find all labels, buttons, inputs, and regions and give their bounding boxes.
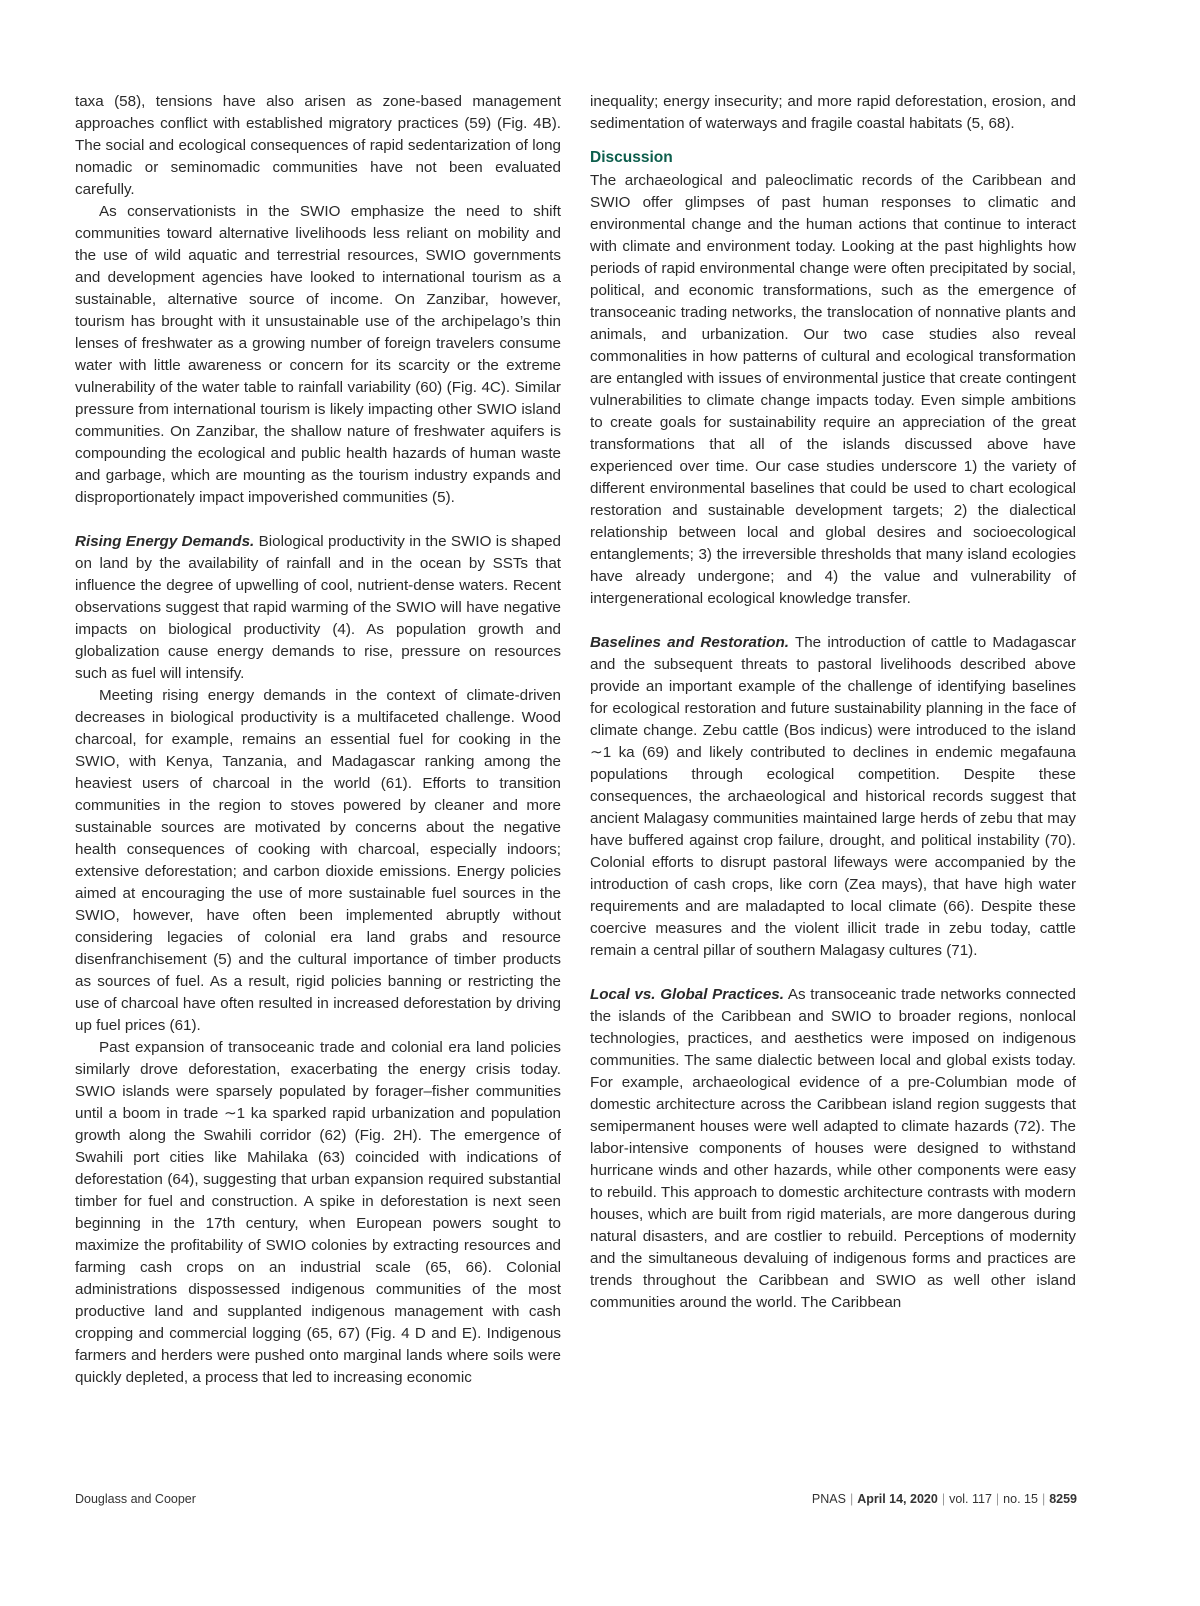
footer-issue: no. 15 — [1003, 1492, 1038, 1506]
footer-date: April 14, 2020 — [857, 1492, 938, 1506]
left-column — [75, 91, 561, 1389]
paragraph — [75, 531, 561, 685]
paragraph — [590, 984, 1076, 1314]
footer-page-number: 8259 — [1049, 1492, 1077, 1506]
subsection-heading: Rising Energy Demands. — [75, 533, 255, 550]
right-column — [590, 91, 1076, 1314]
section-heading: Discussion — [590, 149, 673, 166]
paragraph: As conservationists in the SWIO emphasize the need to shift communities toward alternative livelihoods less reliant on mobility and the use of wild aquatic and terrestrial resources, SWIO governments and development agencies have looked to international tourism as a sustainable, alternative source of income. On Zanzibar, however, tourism has brought with it unsustainable use of the archipelago’s thin lenses of freshwater as a growing number of foreign travelers consume water with little awareness or concern for its scarcity or the extreme vulnerability of the water table to rainfall variability (60) (Fig. 4C). Similar pressure from international tourism is likely impacting other SWIO island communities. On Zanzibar, the shallow nature of freshwater aquifers is compounding the ecological and public health hazards of human waste and garbage, which are mounting as the tourism industry expands and disproportionately impact impoverished communities (5). — [75, 203, 561, 506]
paragraph — [590, 632, 1076, 962]
paragraph: Past expansion of transoceanic trade and colonial era land policies similarly drove deforestation, exacerbating the energy crisis today. SWIO islands were sparsely populated by forager–fisher communities until a boom in trade ∼1 ka sparked rapid urbanization and population growth along the Swahili corridor (62) (Fig. 2H). The emergence of Swahili port cities like Mahilaka (63) coincided with indications of deforestation (64), suggesting that urban expansion required substantial timber for fuel and construction. A spike in deforestation is next seen beginning in the 17th century, when European powers sought to maximize the profitability of SWIO colonies by extracting resources and farming cash crops on an industrial scale (65, 66). Colonial administrations dispossessed indigenous communities of the most productive land and supplanted indigenous management with cash cropping and commercial logging (65, 67) (Fig. 4 D and E). Indigenous farmers and herders were pushed onto marginal lands where soils were quickly depleted, a process that led to increasing economic — [75, 1039, 561, 1386]
footer-authors: Douglass and Cooper — [75, 1492, 196, 1506]
footer-citation: PNAS | April 14, 2020 | vol. 117 | no. 15 | 8259 — [811, 1492, 1077, 1506]
footer-volume: vol. 117 — [949, 1492, 992, 1506]
subsection-heading: Local vs. Global Practices. — [590, 986, 784, 1003]
paragraph: Meeting rising energy demands in the context of climate-driven decreases in biological productivity is a multifaceted challenge. Wood charcoal, for example, remains an essential fuel for cooking in the SWIO, with Kenya, Tanzania, and Madagascar ranking among the heaviest users of charcoal in the world (61). Efforts to transition communities in the region to stoves powered by cleaner and more sustainable sources are motivated by concerns about the negative health consequences of cooking with charcoal, especially indoors; extensive deforestation; and carbon dioxide emissions. Energy policies aimed at encouraging the use of more sustainable fuel sources in the SWIO, however, have often been implemented abruptly without considering legacies of colonial era land grabs and resource disenfranchisement (5) and the cultural importance of timber products as sources of fuel. As a result, rigid policies banning or restricting the use of charcoal have often resulted in increased deforestation by driving up fuel prices (61). — [75, 687, 561, 1034]
paragraph: taxa (58), tensions have also arisen as zone-based management approaches conflict with established migratory practices (59) (Fig. 4B). The social and ecological consequences of rapid sedentarization of long nomadic or seminomadic communities have not been evaluated carefully. — [75, 93, 561, 198]
paragraph-text: As transoceanic trade networks connected the islands of the Caribbean and SWIO to broader regions, nonlocal technologies, practices, and aesthetics were imposed on indigenous communities. The same dialectic between local and global exists today. For example, archaeological evidence of a pre-Columbian mode of domestic architecture across the Caribbean island region suggests that semipermanent houses were well adapted to climate hazards (72). The labor-intensive components of houses were designed to withstand hurricane winds and other hazards, while other components were easy to rebuild. This approach to domestic architecture contrasts with modern houses, which are built from rigid materials, are more dangerous during natural disasters, and are costlier to rebuild. Perceptions of modernity and the simultaneous devaluing of indigenous forms and practices are trends throughout the Caribbean and SWIO as well other island communities around the world. The Caribbean — [590, 986, 1076, 1311]
footer-journal: PNAS — [811, 1492, 846, 1506]
paragraph: The archaeological and paleoclimatic records of the Caribbean and SWIO offer glimpses of past human responses to climatic and environmental change and the human actions that continue to interact with climate and environment today. Looking at the past highlights how periods of rapid environmental change were often precipitated by social, political, and economic transformations, such as the emergence of transoceanic trading networks, the translocation of nonnative plants and animals, and urbanization. Our two case studies also reveal commonalities in how patterns of cultural and ecological transformation are entangled with issues of environmental justice that create contingent vulnerabilities to climate change impacts today. Even simple ambitions to create goals for sustainability require an appreciation of the great transformations that all of the islands discussed above have experienced over time. Our case studies underscore 1) the variety of different environmental baselines that could be used to chart ecological restoration and sustainable development targets; 2) the dialectical relationship between local and global desires and socioecological entanglements; 3) the irreversible thresholds that many island ecologies have already undergone; and 4) the value and vulnerability of intergenerational ecological knowledge transfer. — [590, 172, 1076, 607]
paragraph-text: Biological productivity in the SWIO is shaped on land by the availability of rainfall and in the ocean by SSTs that influence the degree of upwelling of cool, nutrient-dense waters. Recent observations suggest that rapid warming of the SWIO will have negative impacts on biological productivity (4). As population growth and globalization cause energy demands to rise, pressure on resources such as fuel will intensify. — [75, 533, 561, 682]
subsection-heading: Baselines and Restoration. — [590, 634, 789, 651]
paragraph: inequality; energy insecurity; and more rapid deforestation, erosion, and sedimentation of waterways and fragile coastal habitats (5, 68). — [590, 93, 1076, 132]
paragraph-text: The introduction of cattle to Madagascar and the subsequent threats to pastoral livelihoods described above provide an important example of the challenge of identifying baselines for ecological restoration and future sustainability planning in the face of climate change. Zebu cattle (Bos indicus) were introduced to the island ∼1 ka (69) and likely contributed to declines in endemic megafauna populations through ecological competition. Despite these consequences, the archaeological and historical records suggest that ancient Malagasy communities maintained large herds of zebu that may have buffered against crop failure, drought, and political instability (70). Colonial efforts to disrupt pastoral lifeways were accompanied by the introduction of cash crops, like corn (Zea mays), that have high water requirements and are maladapted to local climate (66). Despite these coercive measures and the violent illicit trade in zebu today, cattle remain a central pillar of southern Malagasy cultures (71). — [590, 634, 1076, 959]
